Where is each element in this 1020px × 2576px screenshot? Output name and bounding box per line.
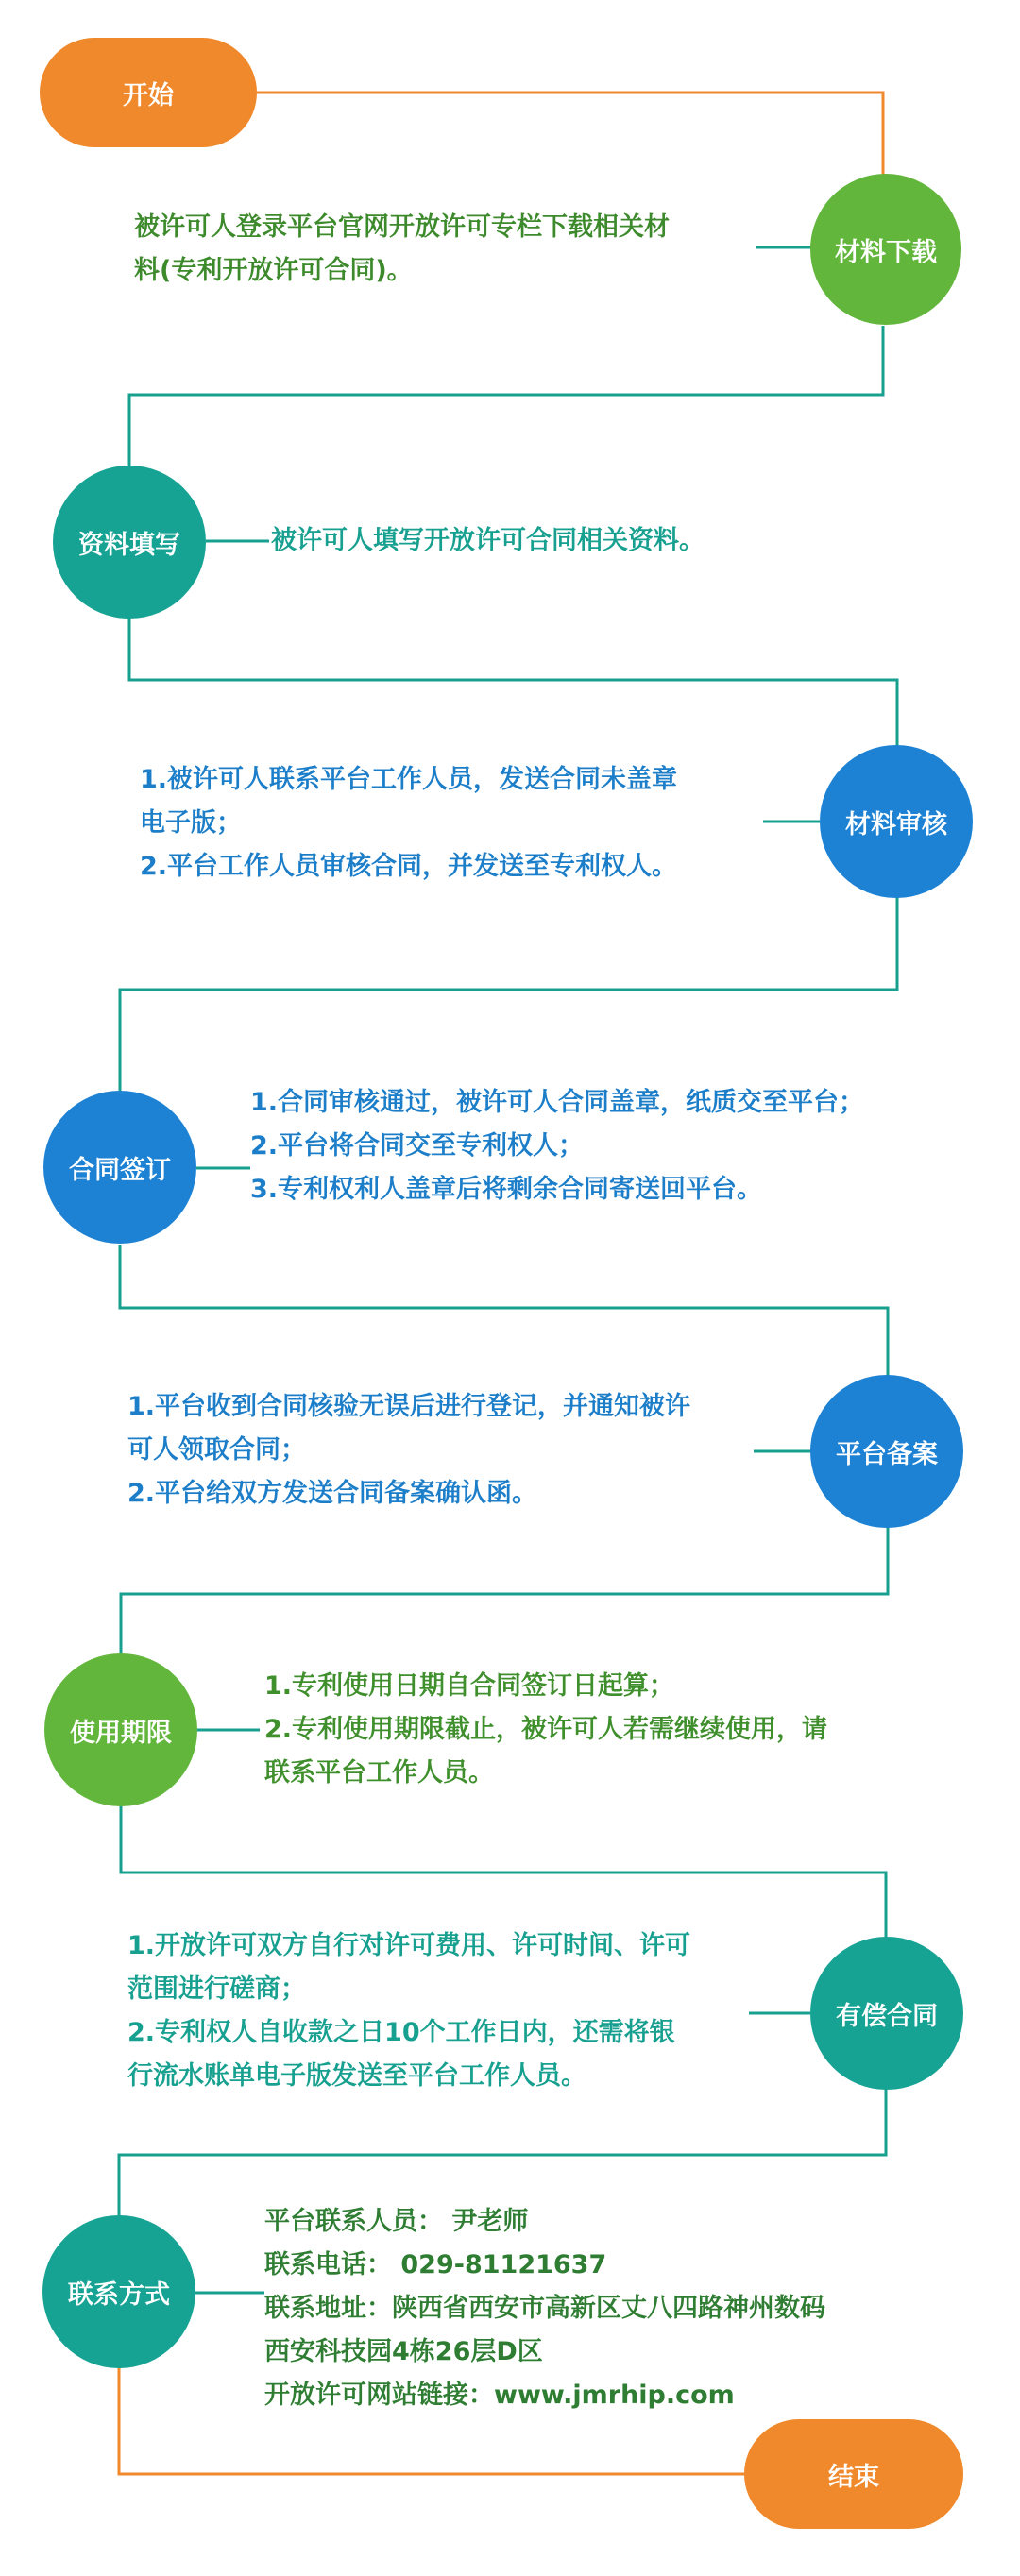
text-line: 范围进行磋商； xyxy=(128,1974,306,2004)
paid-contract-text xyxy=(128,1924,690,2098)
platform-record-text xyxy=(128,1385,690,1516)
text-line: 1.开放许可双方自行对许可费用、许可时间、许可 xyxy=(128,1931,691,1960)
contact-phone: 联系电话： 029-81121637 xyxy=(264,2250,607,2279)
platform-record-node: 平台备案 xyxy=(810,1375,963,1528)
text-line: 可人领取合同； xyxy=(128,1435,306,1465)
text-line: 2.专利使用期限截止，被许可人若需继续使用，请 xyxy=(264,1715,828,1744)
text-line: 2.平台工作人员审核合同，并发送至专利权人。 xyxy=(140,852,678,881)
connector-record-usage xyxy=(121,1527,888,1654)
text-line: 电子版； xyxy=(140,808,242,838)
contact-address-cont: 西安科技园4栋26层D区 xyxy=(264,2337,543,2366)
end-node: 结束 xyxy=(744,2419,963,2529)
connector-fill-review xyxy=(129,619,897,746)
material-download-text xyxy=(134,206,670,293)
info-fill-text xyxy=(271,519,705,563)
contact-person: 平台联系人员： 尹老师 xyxy=(264,2207,529,2236)
contract-sign-text xyxy=(250,1081,864,1212)
text-line: 1.平台收到合同核验无误后进行登记，并通知被许 xyxy=(128,1392,691,1421)
material-review-node: 材料审核 xyxy=(820,745,973,898)
text-line: 1.专利使用日期自合同签订日起算； xyxy=(264,1671,675,1701)
text-line: 被许可人登录平台官网开放许可专栏下载相关材 xyxy=(134,212,670,242)
contact-text xyxy=(264,2200,825,2417)
contract-sign-node: 合同签订 xyxy=(43,1091,196,1244)
contact-website: 开放许可网站链接：www.jmrhip.com xyxy=(264,2381,735,2410)
text-line: 料(专利开放许可合同)。 xyxy=(134,256,413,285)
connector-start-download xyxy=(255,93,883,175)
usage-period-node: 使用期限 xyxy=(44,1653,197,1806)
connector-usage-paid xyxy=(121,1805,886,1938)
connector-sign-record xyxy=(120,1245,888,1376)
material-download-node: 材料下载 xyxy=(810,174,961,325)
material-review-text xyxy=(140,758,677,889)
text-line: 被许可人填写开放许可合同相关资料。 xyxy=(271,526,705,555)
text-line: 2.平台将合同交至专利权人； xyxy=(250,1131,585,1161)
text-line: 1.被许可人联系平台工作人员，发送合同未盖章 xyxy=(140,765,678,794)
text-line: 行流水账单电子版发送至平台工作人员。 xyxy=(128,2061,586,2091)
contact-method-node: 联系方式 xyxy=(42,2215,196,2368)
usage-period-text xyxy=(264,1665,827,1795)
connector-review-sign xyxy=(120,897,897,1091)
text-line: 3.专利权利人盖章后将剩余合同寄送回平台。 xyxy=(250,1175,763,1204)
text-line: 联系平台工作人员。 xyxy=(264,1758,494,1788)
paid-contract-node: 有偿合同 xyxy=(810,1937,963,2090)
connector-paid-contact xyxy=(119,2089,886,2216)
text-line: 2.平台给双方发送合同备案确认函。 xyxy=(128,1479,538,1508)
connector-download-fill xyxy=(129,326,883,467)
info-fill-node: 资料填写 xyxy=(53,466,206,619)
text-line: 2.专利权人自收款之日10个工作日内，还需将银 xyxy=(128,2018,675,2047)
text-line: 1.合同审核通过，被许可人合同盖章，纸质交至平台； xyxy=(250,1088,865,1117)
start-node: 开始 xyxy=(40,38,257,147)
contact-address: 联系地址：陕西省西安市高新区丈八四路神州数码 xyxy=(264,2294,825,2323)
